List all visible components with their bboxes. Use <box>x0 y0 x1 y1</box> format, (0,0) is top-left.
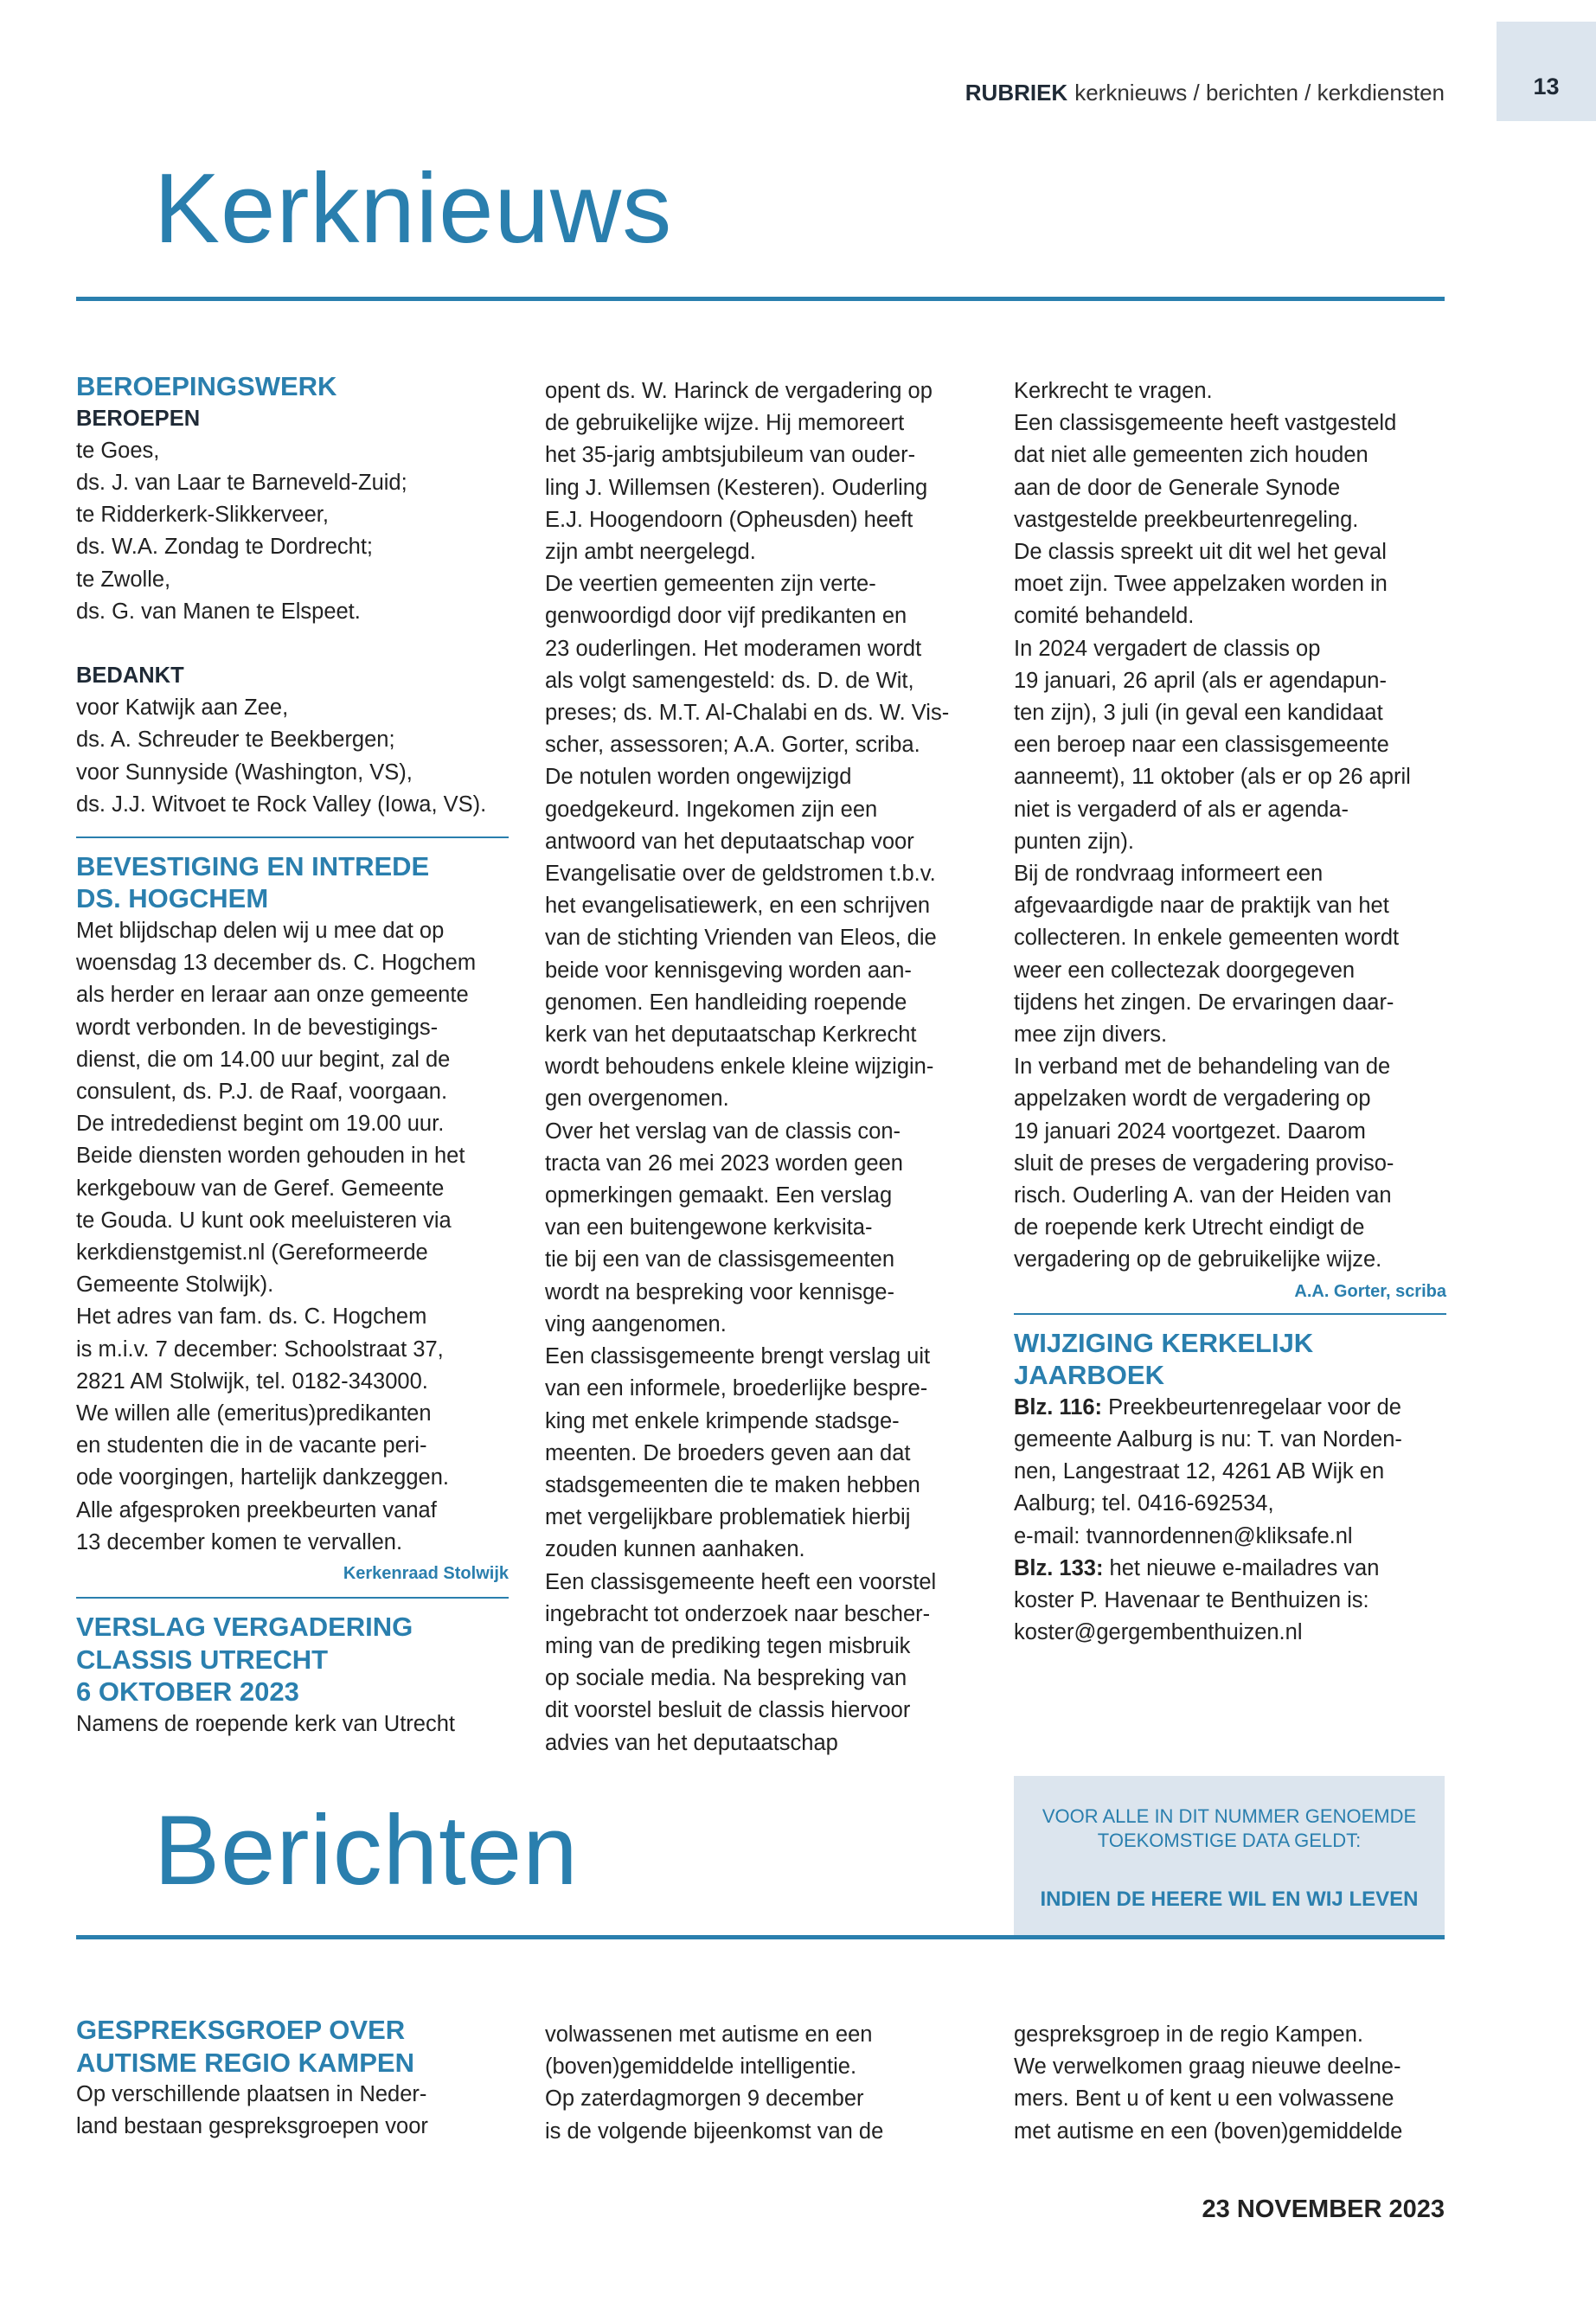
verslag-body-line: aanneemt), 11 oktober (als er op 26 april <box>1014 765 1411 790</box>
verslag-body-line-group <box>1014 375 1446 1277</box>
blz116-line-group <box>1014 1424 1446 1553</box>
gespreksgroep-line: volwassenen met autisme en een <box>545 2022 873 2047</box>
bedankt-line: voor Sunnyside (Washington, VS), <box>76 760 413 785</box>
verslag-body-line: ving aangenomen. <box>545 1311 727 1336</box>
verslag-line: Namens de roepende kerk van Utrecht <box>76 1711 455 1736</box>
verslag-body-line: tie bij een van de classisgemeenten <box>545 1247 895 1272</box>
bevestiging-line: consulent, ds. P.J. de Raaf, voorgaan. <box>76 1079 448 1104</box>
berichten-rule <box>76 1935 1445 1939</box>
spacer <box>76 628 509 660</box>
berichten-column-2 <box>545 2019 977 2148</box>
gespreksgroep-line: (boven)gemiddelde intelligentie. <box>545 2054 857 2080</box>
gespreksgroep-line: gespreksgroep in de regio Kampen. <box>1014 2022 1364 2047</box>
verslag-body-line: appelzaken wordt de vergadering op <box>1014 1086 1371 1112</box>
verslag-body-line: van de stichting Vrienden van Eleos, die <box>545 926 937 951</box>
verslag-heading-line: CLASSIS UTRECHT <box>76 1644 329 1675</box>
verslag-body-line: Een classisgemeente heeft vastgesteld <box>1014 411 1397 436</box>
bevestiging-line: als herder en leraar aan onze gemeente <box>76 983 469 1008</box>
verslag-body-line: punten zijn). <box>1014 829 1134 854</box>
verslag-body-line: van een informele, broederlijke bespre- <box>545 1376 928 1401</box>
section-divider <box>76 836 509 838</box>
blz116-line: gemeente Aalburg is nu: T. van Norden- <box>1014 1426 1402 1452</box>
bevestiging-heading-line-group <box>76 850 509 915</box>
verslag-body-line: De classis spreekt uit dit wel het geval <box>1014 540 1387 565</box>
bevestiging-line: De intrededienst begint om 19.00 uur. <box>76 1112 445 1137</box>
bedankt-line: ds. A. Schreuder te Beekbergen; <box>76 727 395 753</box>
gespreksgroep-heading-line: AUTISME REGIO KAMPEN <box>76 2047 414 2078</box>
beroepen-line: ds. G. van Manen te Elspeet. <box>76 599 361 624</box>
rubriek-header <box>865 80 1445 106</box>
verslag-body-line: ming van de prediking tegen misbruik <box>545 1633 911 1658</box>
verslag-body-line: Over het verslag van de classis con- <box>545 1118 901 1144</box>
verslag-body-line: E.J. Hoogendoorn (Opheusden) heeft <box>545 507 913 532</box>
verslag-body-line: risch. Ouderling A. van der Heiden van <box>1014 1183 1392 1208</box>
verslag-body-line: ten zijn), 3 juli (in geval een kandidaat <box>1014 701 1383 726</box>
bevestiging-line: kerkgebouw van de Geref. Gemeente <box>76 1176 445 1201</box>
verslag-body-line: genomen. Een handleiding roepende <box>545 990 907 1015</box>
verslag-body-line: het 35-jarig ambtsjubileum van ouder- <box>545 443 916 468</box>
bevestiging-line: dienst, die om 14.00 uur begint, zal de <box>76 1047 451 1072</box>
bevestiging-line: ode voorgingen, hartelijk dankzeggen. <box>76 1465 449 1490</box>
bedankt-line: ds. J.J. Witvoet te Rock Valley (Iowa, VS). <box>76 792 487 817</box>
beroepen-line: ds. J. van Laar te Barneveld-Zuid; <box>76 470 407 495</box>
verslag-heading-line: VERSLAG VERGADERING <box>76 1612 413 1642</box>
verslag-body-line: De veertien gemeenten zijn verte- <box>545 572 876 597</box>
verslag-body-line: mee zijn divers. <box>1014 1022 1168 1048</box>
berichten-column-1 <box>76 2014 509 2143</box>
verslag-body-line: aan de door de Generale Synode <box>1014 475 1341 500</box>
verslag-heading-line: 6 OKTOBER 2023 <box>76 1676 299 1707</box>
callout-line-2: TOEKOMSTIGE DATA GELDT: <box>1097 1830 1362 1851</box>
verslag-body-line: Kerkrecht te vragen. <box>1014 379 1213 403</box>
gespreksgroep-line: Op verschillende plaatsen in Neder- <box>76 2082 427 2106</box>
bevestiging-line: en studenten die in de vacante peri- <box>76 1433 427 1458</box>
callout-box <box>1014 1776 1445 1935</box>
rubriek-path: kerknieuws / berichten / kerkdiensten <box>1074 80 1445 106</box>
blz133-line: koster P. Havenaar te Benthuizen is: <box>1014 1587 1369 1612</box>
verslag-body-line: de gebruikelijke wijze. Hij memoreert <box>545 411 905 436</box>
verslag-body-line: antwoord van het deputaatschap voor <box>545 829 914 854</box>
verslag-body-line: stadsgemeenten die te maken hebben <box>545 1472 920 1497</box>
verslag-body-line: ling J. Willemsen (Kesteren). Ouderling <box>545 475 928 500</box>
verslag-body-line: scher, assessoren; A.A. Gorter, scriba. <box>545 733 920 758</box>
jaarboek-heading-line-group <box>1014 1327 1446 1392</box>
verslag-body-line: opent ds. W. Harinck de vergadering op <box>545 379 933 403</box>
bevestiging-heading-line: BEVESTIGING EN INTREDE <box>76 850 430 881</box>
blz116-line: Aalburg; tel. 0416-692534, <box>1014 1491 1274 1516</box>
footer-date: 23 NOVEMBER 2023 <box>1202 2195 1445 2223</box>
bevestiging-line: Beide diensten worden gehouden in het <box>76 1144 465 1169</box>
gespreksgroep-heading-line-group <box>76 2014 509 2079</box>
blz133-line: koster@gergembenthuizen.nl <box>1014 1620 1303 1645</box>
beroepen-line: te Goes, <box>76 438 160 463</box>
bedankt-label: BEDANKT <box>76 663 184 688</box>
gespreksgroep-line-group <box>76 2079 509 2143</box>
verslag-body-line: meenten. De broeders geven aan dat <box>545 1440 911 1465</box>
verslag-body-line: afgevaardigde naar de praktijk van het <box>1014 894 1389 919</box>
page-number-tab <box>1497 22 1596 121</box>
blz133-entry <box>1014 1553 1446 1585</box>
verslag-body-line: vergadering op de gebruikelijke wijze. <box>1014 1247 1382 1272</box>
bedankt-line: voor Katwijk aan Zee, <box>76 695 289 721</box>
blz116-line: nen, Langestraat 12, 4261 AB Wijk en <box>1014 1459 1385 1484</box>
bevestiging-line: Alle afgesproken preekbeurten vanaf <box>76 1497 437 1522</box>
gespreksgroep-line: land bestaan gespreksgroepen voor <box>76 2114 428 2139</box>
verslag-body-line: sluit de preses de vergadering proviso- <box>1014 1150 1394 1176</box>
verslag-body-line: 19 januari 2024 voortgezet. Daarom <box>1014 1118 1366 1144</box>
rubriek-label: RUBRIEK <box>965 80 1068 106</box>
bevestiging-line: Het adres van fam. ds. C. Hogchem <box>76 1304 427 1330</box>
gespreksgroep-heading-line: GESPREKSGROEP OVER <box>76 2015 406 2045</box>
blz133-label: Blz. 133: <box>1014 1555 1104 1580</box>
verslag-body-line: als volgt samengesteld: ds. D. de Wit, <box>545 668 914 693</box>
verslag-body-line: king met enkele krimpende stadsge- <box>545 1408 900 1433</box>
gespreksgroep-line: Op zaterdagmorgen 9 december <box>545 2086 864 2112</box>
verslag-body-line-group <box>545 375 977 1759</box>
verslag-body-line: preses; ds. M.T. Al-Chalabi en ds. W. Vis- <box>545 701 950 726</box>
jaarboek-heading-line: JAARBOEK <box>1014 1360 1164 1391</box>
verslag-line-group <box>76 1708 509 1740</box>
verslag-body-line: tracta van 26 mei 2023 worden geen <box>545 1150 903 1176</box>
beroepen-line: te Ridderkerk-Slikkerveer, <box>76 503 329 528</box>
gespreksgroep-line-group <box>545 2019 977 2148</box>
verslag-body-line: Een classisgemeente brengt verslag uit <box>545 1344 931 1369</box>
verslag-body-line: In verband met de behandeling van de <box>1014 1054 1391 1080</box>
verslag-body-line: moet zijn. Twee appelzaken worden in <box>1014 572 1388 597</box>
verslag-body-line: beide voor kennisgeving worden aan- <box>545 958 912 983</box>
verslag-body-line: dat niet alle gemeenten zich houden <box>1014 443 1368 468</box>
bevestiging-line: 2821 AM Stolwijk, tel. 0182-343000. <box>76 1368 428 1394</box>
section-divider <box>76 1597 509 1599</box>
bevestiging-line-group <box>76 915 509 1559</box>
bedankt-line-group <box>76 692 509 821</box>
verslag-body-line: een beroep naar een classisgemeente <box>1014 733 1389 758</box>
bevestiging-line: wordt verbonden. In de bevestigings- <box>76 1015 439 1040</box>
verslag-body-line: comité behandeld. <box>1014 604 1195 629</box>
verslag-body-line: 19 januari, 26 april (als er agendapun- <box>1014 668 1387 693</box>
verslag-body-line: advies van het deputaatschap <box>545 1730 838 1755</box>
callout-line-1: VOOR ALLE IN DIT NUMMER GENOEMDE <box>1042 1805 1417 1827</box>
verslag-body-line: wordt na bespreking voor kennisge- <box>545 1279 894 1304</box>
gespreksgroep-line: We verwelkomen graag nieuwe deelne- <box>1014 2054 1401 2080</box>
section-divider <box>1014 1313 1446 1315</box>
verslag-signature: A.A. Gorter, scriba <box>1294 1281 1446 1301</box>
beroepen-line: te Zwolle, <box>76 567 171 592</box>
verslag-body-line: met vergelijkbare problematiek hierbij <box>545 1505 911 1530</box>
beroepen-line-group <box>76 435 509 628</box>
kerknieuws-column-2 <box>545 375 977 1759</box>
gespreksgroep-line: met autisme en een (boven)gemiddelde <box>1014 2118 1403 2144</box>
verslag-body-line: weer een collectezak doorgegeven <box>1014 958 1356 983</box>
verslag-body-line: De notulen worden ongewijzigd <box>545 765 852 790</box>
beroepen-line: ds. W.A. Zondag te Dordrecht; <box>76 535 373 560</box>
gespreksgroep-line: mers. Bent u of kent u een volwassene <box>1014 2086 1394 2112</box>
bevestiging-line: 13 december komen te vervallen. <box>76 1529 403 1554</box>
verslag-body-line: wordt behoudens enkele kleine wijzigin- <box>545 1054 934 1080</box>
verslag-heading-line-group <box>76 1611 509 1708</box>
verslag-body-line: kerk van het deputaatschap Kerkrecht <box>545 1022 917 1048</box>
verslag-body-line: Bij de rondvraag informeert een <box>1014 862 1324 887</box>
page-number: 13 <box>1533 74 1560 99</box>
verslag-body-line: zouden kunnen aanhaken. <box>545 1537 805 1562</box>
blz116-entry <box>1014 1392 1446 1424</box>
verslag-body-line: Evangelisatie over de geldstromen t.b.v. <box>545 862 936 887</box>
blz116-text: Preekbeurtenregelaar voor de <box>1102 1394 1401 1420</box>
blz116-label: Blz. 116: <box>1014 1394 1103 1420</box>
gespreksgroep-line: is de volgende bijeenkomst van de <box>545 2118 884 2144</box>
blz133-text: het nieuwe e-mailadres van <box>1103 1555 1380 1580</box>
bevestiging-line: is m.i.v. 7 december: Schoolstraat 37, <box>76 1336 444 1362</box>
callout-emphasis: INDIEN DE HEERE WIL EN WIJ LEVEN <box>1040 1888 1419 1911</box>
verslag-body-line: 23 ouderlingen. Het moderamen wordt <box>545 636 922 661</box>
bevestiging-line: te Gouda. U kunt ook meeluisteren via <box>76 1208 452 1233</box>
bevestiging-line: Met blijdschap delen wij u mee dat op <box>76 918 445 943</box>
verslag-body-line: gen overgenomen. <box>545 1086 729 1112</box>
verslag-body-line: opmerkingen gemaakt. Een verslag <box>545 1183 893 1208</box>
jaarboek-heading-line: WIJZIGING KERKELIJK <box>1014 1327 1314 1358</box>
verslag-body-line: vastgestelde preekbeurtenregeling. <box>1014 507 1359 532</box>
verslag-body-line: genwoordigd door vijf predikanten en <box>545 604 907 629</box>
gespreksgroep-line-group <box>1014 2019 1446 2148</box>
blz116-line: e-mail: tvannordennen@kliksafe.nl <box>1014 1523 1353 1548</box>
verslag-body-line: tijdens het zingen. De ervaringen daar- <box>1014 990 1394 1015</box>
verslag-body-line: zijn ambt neergelegd. <box>545 540 756 565</box>
verslag-body-line: de roepende kerk Utrecht eindigt de <box>1014 1215 1365 1240</box>
verslag-body-line: Een classisgemeente heeft een voorstel <box>545 1569 937 1594</box>
kerknieuws-column-3 <box>1014 375 1446 1649</box>
bevestiging-line: We willen alle (emeritus)predikanten <box>76 1400 432 1426</box>
bevestiging-heading-line: DS. HOGCHEM <box>76 883 269 914</box>
verslag-body-line: op sociale media. Na bespreking van <box>545 1666 907 1691</box>
kerknieuws-title: Kerknieuws <box>154 154 673 264</box>
verslag-body-line: dit voorstel besluit de classis hiervoor <box>545 1698 911 1723</box>
verslag-body-line: In 2024 vergadert de classis op <box>1014 636 1321 661</box>
bevestiging-signature: Kerkenraad Stolwijk <box>343 1564 509 1583</box>
verslag-body-line: goedgekeurd. Ingekomen zijn een <box>545 797 878 822</box>
kerknieuws-rule <box>76 297 1445 301</box>
verslag-body-line: niet is vergaderd of als er agenda- <box>1014 797 1349 822</box>
bevestiging-line: Gemeente Stolwijk). <box>76 1272 274 1298</box>
verslag-body-line: ingebracht tot onderzoek naar bescher- <box>545 1601 931 1626</box>
verslag-body-line: collecteren. In enkele gemeenten wordt <box>1014 926 1400 951</box>
blz133-line-group <box>1014 1585 1446 1649</box>
berichten-column-3 <box>1014 2019 1446 2148</box>
verslag-body-line: het evangelisatiewerk, en een schrijven <box>545 894 931 919</box>
beroepingswerk-heading: BEROEPINGSWERK <box>76 371 337 401</box>
bevestiging-line: kerkdienstgemist.nl (Gereformeerde <box>76 1240 428 1265</box>
verslag-body-line: van een buitengewone kerkvisita- <box>545 1215 873 1240</box>
bevestiging-line: woensdag 13 december ds. C. Hogchem <box>76 951 477 976</box>
beroepen-label: BEROEPEN <box>76 406 201 431</box>
berichten-title: Berichten <box>154 1796 579 1906</box>
kerknieuws-column-1 <box>76 370 509 1740</box>
